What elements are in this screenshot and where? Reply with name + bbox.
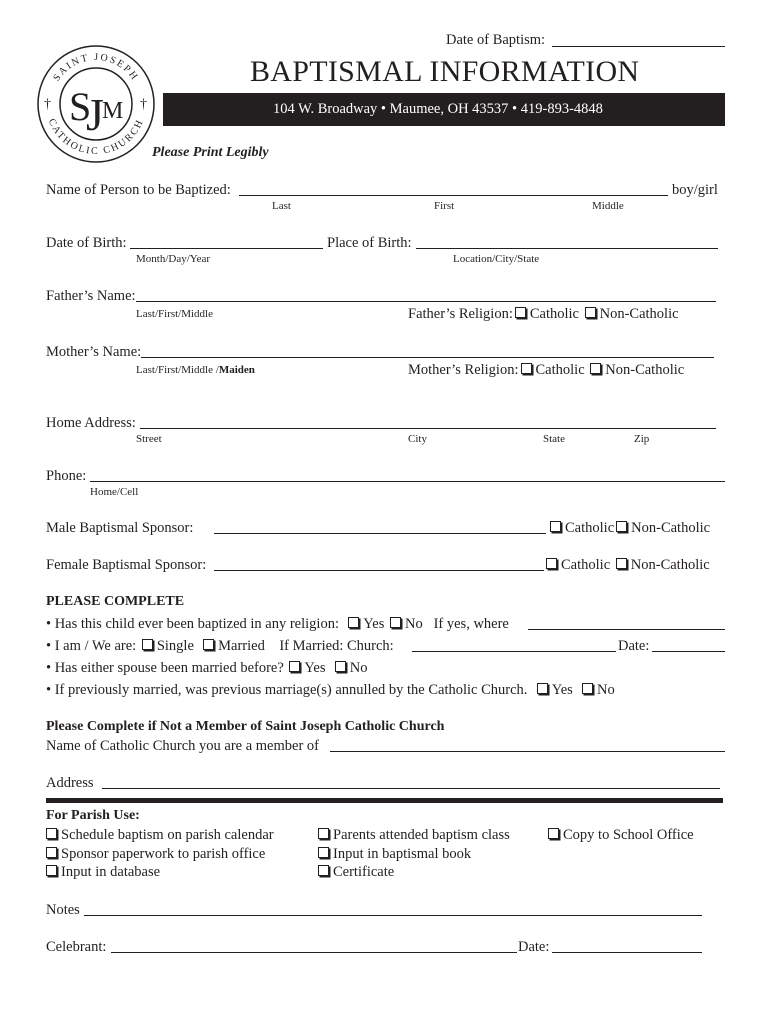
- date-of-baptism-label: Date of Baptism:: [446, 32, 546, 48]
- parish-use-heading: For Parish Use:: [46, 808, 140, 823]
- non-member-address-label: Address: [46, 775, 94, 791]
- q2-date-field[interactable]: [652, 651, 725, 652]
- certificate-label: Certificate: [333, 864, 395, 880]
- q2-church-field[interactable]: [412, 651, 616, 652]
- schedule-checkbox[interactable]: [46, 828, 57, 839]
- q1-where-field[interactable]: [528, 629, 725, 630]
- database-label: Input in database: [61, 864, 161, 880]
- book-label: Input in baptismal book: [333, 846, 472, 862]
- member-church-label: Name of Catholic Church you are a member of: [46, 738, 319, 754]
- sub-middle: Middle: [592, 200, 624, 212]
- q3: [46, 660, 368, 676]
- svg-text:M: M: [102, 98, 124, 124]
- father-name-field[interactable]: [136, 301, 716, 302]
- q3-no-label: No: [349, 660, 368, 676]
- parish-item-school: [546, 827, 694, 843]
- name-label: Name of Person to be Baptized:: [46, 182, 231, 198]
- female-sponsor-catholic-checkbox[interactable]: [546, 558, 557, 569]
- svg-text:S: S: [69, 84, 92, 129]
- svg-text:†: †: [140, 97, 147, 112]
- male-sponsor-non-catholic-checkbox[interactable]: [616, 521, 627, 532]
- notes-field[interactable]: [84, 915, 702, 916]
- book-checkbox[interactable]: [318, 847, 329, 858]
- parish-item-database: [44, 864, 160, 880]
- q4-yes-checkbox[interactable]: [537, 683, 548, 694]
- female-sponsor-field[interactable]: [214, 570, 544, 571]
- father-non-catholic-checkbox[interactable]: [585, 307, 596, 318]
- parish-seal-logo: [32, 40, 160, 168]
- q2-married-label: Married: [218, 638, 265, 654]
- q2-church-label: If Married: Church:: [279, 638, 394, 654]
- female-sponsor-non-catholic-checkbox[interactable]: [616, 558, 627, 569]
- q3-text: • Has either spouse been married before?: [46, 660, 284, 676]
- male-sponsor-field[interactable]: [214, 533, 546, 534]
- member-church-field[interactable]: [330, 751, 725, 752]
- female-sponsor-catholic-label: Catholic: [561, 557, 611, 573]
- mother-non-catholic-label: Non-Catholic: [605, 362, 685, 378]
- q1-yes-checkbox[interactable]: [348, 617, 359, 628]
- footer-date-field[interactable]: [552, 952, 702, 953]
- q4-yes-label: Yes: [551, 682, 573, 698]
- form-title: BAPTISMAL INFORMATION: [250, 55, 640, 88]
- phone-label: Phone:: [46, 468, 87, 484]
- non-member-address-field[interactable]: [102, 788, 720, 789]
- pob-field[interactable]: [416, 248, 718, 249]
- father-religion: [408, 306, 679, 322]
- q3-yes-checkbox[interactable]: [289, 661, 300, 672]
- home-address-label: Home Address:: [46, 415, 136, 431]
- dob-sub: Month/Day/Year: [136, 253, 211, 265]
- database-checkbox[interactable]: [46, 865, 57, 876]
- dob-field[interactable]: [130, 248, 323, 249]
- father-religion-label: Father’s Religion:: [408, 306, 513, 322]
- sub-city: City: [408, 433, 427, 445]
- boy-girl-label: boy/girl: [672, 182, 718, 198]
- dob-label: Date of Birth:: [46, 235, 127, 251]
- svg-text:CATHOLIC CHURCH: CATHOLIC CHURCH: [45, 117, 147, 158]
- male-sponsor-label: Male Baptismal Sponsor:: [46, 520, 194, 536]
- sub-state: State: [543, 433, 565, 445]
- please-print-note: Please Print Legibly: [152, 145, 269, 160]
- q1-no-label: No: [404, 616, 423, 632]
- celebrant-field[interactable]: [111, 952, 517, 953]
- sponsor-paperwork-label: Sponsor paperwork to parish office: [61, 846, 266, 862]
- address-banner: [163, 93, 725, 126]
- class-checkbox[interactable]: [318, 828, 329, 839]
- celebrant-label: Celebrant:: [46, 939, 107, 955]
- school-checkbox[interactable]: [548, 828, 559, 839]
- please-complete-heading: PLEASE COMPLETE: [46, 594, 185, 609]
- q2-text: • I am / We are:: [46, 638, 137, 654]
- father-catholic-checkbox[interactable]: [515, 307, 526, 318]
- male-sponsor-religion: [548, 520, 710, 536]
- sub-first: First: [434, 200, 455, 212]
- address-line: 104 W. Broadway • Maumee, OH 43537 • 419-893-4848: [273, 101, 603, 117]
- q2-date-label: Date:: [618, 638, 650, 654]
- q4-no-label: No: [597, 682, 615, 698]
- certificate-checkbox[interactable]: [318, 865, 329, 876]
- mother-sub: [136, 364, 255, 376]
- svg-text:†: †: [44, 97, 51, 112]
- father-non-catholic-label: Non-Catholic: [599, 306, 679, 322]
- sub-zip: Zip: [634, 433, 650, 445]
- home-address-field[interactable]: [140, 428, 716, 429]
- mother-sub-maiden: Maiden: [218, 364, 255, 376]
- parish-item-schedule: [44, 827, 274, 843]
- male-sponsor-non-catholic-label: Non-Catholic: [631, 520, 711, 536]
- pob-label: Place of Birth:: [327, 235, 412, 251]
- female-sponsor-non-catholic-label: Non-Catholic: [630, 557, 710, 573]
- sub-last: Last: [272, 200, 291, 212]
- female-sponsor-label: Female Baptismal Sponsor:: [46, 557, 207, 573]
- mother-religion: [408, 362, 684, 378]
- parish-item-book: [316, 846, 471, 862]
- q1-yes-label: Yes: [363, 616, 385, 632]
- pob-sub: Location/City/State: [453, 253, 540, 265]
- q4: [46, 682, 615, 698]
- name-field[interactable]: [239, 195, 668, 196]
- phone-sub: Home/Cell: [90, 486, 139, 498]
- q1-no-checkbox[interactable]: [390, 617, 401, 628]
- male-sponsor-catholic-label: Catholic: [565, 520, 615, 536]
- q2: [46, 638, 394, 654]
- schedule-label: Schedule baptism on parish calendar: [61, 827, 274, 843]
- q4-no-checkbox[interactable]: [582, 683, 593, 694]
- section-divider: [46, 798, 723, 803]
- svg-text:J: J: [86, 89, 104, 140]
- school-label: Copy to School Office: [563, 827, 694, 843]
- q2-single-label: Single: [156, 638, 194, 654]
- q1-where-label: If yes, where: [433, 616, 509, 632]
- q2-single-checkbox[interactable]: [142, 639, 153, 650]
- mother-religion-label: Mother’s Religion:: [408, 362, 519, 378]
- q1: [46, 616, 509, 632]
- male-sponsor-catholic-checkbox[interactable]: [550, 521, 561, 532]
- class-label: Parents attended baptism class: [333, 827, 510, 843]
- mother-non-catholic-checkbox[interactable]: [590, 363, 601, 374]
- svg-text:SAINT JOSEPH: SAINT JOSEPH: [51, 51, 141, 84]
- q3-yes-label: Yes: [304, 660, 326, 676]
- parish-item-certificate: [316, 864, 394, 880]
- q4-text: • If previously married, was previous marriage(s) annulled by the Catholic Church.: [46, 682, 528, 698]
- q1-text: • Has this child ever been baptized in any religion:: [46, 616, 339, 632]
- footer-date-label: Date:: [518, 939, 550, 955]
- mother-sub-text: Last/First/Middle /: [136, 364, 219, 376]
- mother-catholic-checkbox[interactable]: [521, 363, 532, 374]
- father-catholic-label: Catholic: [529, 306, 579, 322]
- parish-item-sponsor: [44, 846, 265, 862]
- female-sponsor-religion: [544, 557, 710, 573]
- phone-field[interactable]: [90, 481, 725, 482]
- notes-label: Notes: [46, 902, 80, 918]
- q2-married-checkbox[interactable]: [203, 639, 214, 650]
- mother-name-field[interactable]: [141, 357, 714, 358]
- parish-item-class: [316, 827, 510, 843]
- q3-no-checkbox[interactable]: [335, 661, 346, 672]
- sponsor-paperwork-checkbox[interactable]: [46, 847, 57, 858]
- mother-name-label: Mother’s Name:: [46, 344, 142, 360]
- non-member-heading: Please Complete if Not a Member of Saint Joseph Catholic Church: [46, 719, 445, 734]
- father-sub: Last/First/Middle: [136, 308, 213, 320]
- father-name-label: Father’s Name:: [46, 288, 136, 304]
- sub-street: Street: [136, 433, 162, 445]
- mother-catholic-label: Catholic: [535, 362, 585, 378]
- date-of-baptism-field[interactable]: [552, 46, 725, 47]
